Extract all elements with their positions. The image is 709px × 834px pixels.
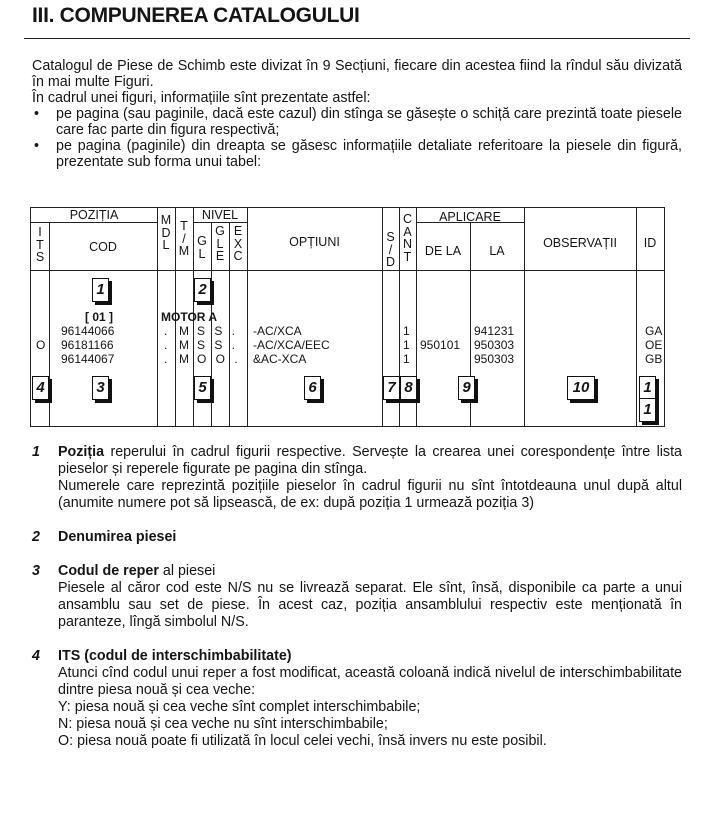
row-mdl: . — [164, 338, 168, 352]
row-tm: M — [179, 352, 189, 366]
row-la: 941231 — [474, 324, 515, 338]
header-pozitia: POZIȚIA — [69, 208, 119, 222]
header-letter: C — [402, 212, 413, 226]
header-aplicare: APLICARE — [439, 210, 501, 224]
row-tm: M — [179, 324, 189, 338]
header-id: ID — [643, 236, 657, 250]
page-title: III. COMPUNEREA CATALOGULUI — [32, 4, 360, 27]
header-letter: S — [35, 250, 45, 264]
row-mdl: . — [164, 352, 168, 366]
note-heading — [58, 444, 682, 478]
header-observatii: OBSERVAȚII — [543, 236, 617, 250]
header-tm — [175, 220, 193, 258]
header-letter: L — [198, 246, 206, 261]
note-list-item: O: piesa nouă poate fi utilizată în locul celei vechi, însă invers nu este posibil. — [58, 733, 547, 749]
header-its — [31, 226, 49, 264]
header-letter: M — [178, 244, 190, 258]
header-letter: M — [160, 213, 172, 227]
header-gle — [211, 225, 229, 263]
header-letter: / — [388, 242, 393, 257]
header-letter: S — [386, 230, 395, 244]
header-nivel: NIVEL — [201, 208, 239, 222]
header-letter: D — [385, 255, 396, 269]
marker-1: 1 — [92, 278, 109, 302]
note-heading — [58, 529, 682, 546]
note-title-rest: al piesei — [158, 563, 216, 579]
row-tm: M — [179, 338, 189, 352]
header-letter: G — [197, 234, 207, 248]
header-letter: T — [36, 237, 44, 252]
note-heading — [58, 563, 682, 580]
intro-paragraph-2: În cadrul unei figuri, informațiile sînt prezentate astfel: — [32, 90, 371, 106]
note-number: 3 — [32, 563, 40, 579]
intro-paragraph: Catalogul de Piese de Schimb este divizat în 9 Secțiuni, fiecare din acestea fiind la rîndul său divizată în mai multe Figuri. — [32, 58, 682, 90]
note-item — [32, 563, 682, 631]
header-letter: D — [161, 225, 171, 240]
row-optiuni: -AC/XCA/EEC — [253, 338, 330, 352]
marker-11b: 1 — [639, 398, 656, 422]
intro-bullet — [32, 106, 682, 138]
row-its: O — [36, 338, 46, 352]
note-body: Numerele care reprezintă pozițiile pieselor în cadrul figurii nu sînt întotdeauna unul după altul (anumite numere pot să lipsească, de ex: după poziția 1 urmează poziția 3) — [58, 478, 682, 511]
row-la: 950303 — [474, 352, 515, 366]
group-name: MOTOR A — [161, 310, 217, 324]
marker-11a: 1 — [639, 376, 656, 400]
marker-3: 3 — [92, 376, 109, 400]
notes-section — [32, 444, 682, 767]
title-rule — [24, 38, 690, 39]
note-list-item: Y: piesa nouă și cea veche sînt complet interschimbabile; — [58, 699, 421, 715]
row-de-la: 950101 — [420, 338, 461, 352]
header-cant — [399, 213, 416, 263]
header-letter: T — [180, 219, 188, 233]
row-nivel: O O . — [197, 352, 241, 366]
marker-5: 5 — [194, 376, 211, 400]
row-optiuni: -AC/XCA — [253, 324, 302, 338]
marker-6: 6 — [304, 376, 321, 400]
note-body: Piesele al căror cod este N/S nu se livrează separat. Ele sînt, însă, disponibile ca parte a unui ansamblu sau set de piese. În acest caz, poziția ansamblului respectiv este menționată în paranteze, lîngă simbolul N/S. — [58, 580, 682, 630]
row-cod: 96181166 — [61, 338, 114, 352]
note-title: Poziția — [58, 444, 105, 460]
intro-section — [32, 58, 682, 170]
header-letter: I — [38, 225, 42, 239]
header-gl — [193, 235, 211, 260]
note-title: ITS (codul de interschimbabilitate) — [58, 648, 292, 664]
bullet-dot: • — [34, 138, 40, 154]
row-cant: 1 — [403, 324, 410, 338]
catalogue-table — [30, 207, 665, 427]
header-letter: N — [402, 237, 413, 251]
bullet-text: pe pagina (sau paginile, dacă este cazul) din stînga se găsește o schiță care prezintă toate piesele care fac parte din figura respectivă; — [56, 106, 682, 138]
note-title-rest: reperului în cadrul figurii respective. Servește la crearea unei corespondențe între lista pieselor și reperele figurate pe pagina din stînga. — [58, 444, 682, 477]
note-body: Atunci cînd codul unui reper a fost modificat, această coloană indică nivelul de interschimbabilitate dintre piesa nouă și cea veche: — [58, 665, 682, 698]
bullet-dot: • — [34, 106, 40, 122]
note-list-item: N: piesa nouă și cea veche nu sînt interschimbabile; — [58, 716, 388, 732]
header-letter: X — [233, 236, 243, 251]
note-number: 2 — [32, 529, 40, 545]
marker-4: 4 — [32, 376, 49, 400]
row-id: GA — [645, 324, 663, 338]
marker-2: 2 — [194, 278, 211, 302]
header-mdl — [157, 214, 175, 252]
header-letter: L — [216, 236, 224, 251]
intro-bullet — [32, 138, 682, 170]
note-number: 1 — [32, 444, 40, 460]
header-optiuni: OPȚIUNI — [289, 235, 340, 249]
group-code: [ 01 ] — [85, 310, 114, 324]
row-mdl: . — [164, 324, 168, 338]
header-sd — [382, 231, 399, 269]
bullet-text: pe pagina (paginile) din dreapta se găsesc informațiile detaliate referitoare la piesele din figură, prezentate sub forma unui tabel: — [56, 138, 682, 170]
row-cant: 1 — [403, 338, 410, 352]
row-nivel: S S . — [197, 338, 239, 352]
header-letter: E — [233, 224, 243, 238]
header-cod: COD — [89, 240, 117, 254]
marker-7: 7 — [383, 376, 400, 400]
header-de-la: DE LA — [424, 244, 462, 258]
note-heading — [58, 648, 682, 665]
marker-10: 10 — [567, 376, 595, 400]
note-title: Codul de reper — [58, 563, 159, 579]
row-id: GB — [645, 352, 663, 366]
header-letter: A — [403, 224, 412, 239]
row-cod: 96144066 — [61, 324, 115, 338]
header-letter: T — [403, 249, 412, 264]
header-letter: G — [215, 224, 225, 238]
header-letter: / — [182, 231, 186, 246]
header-rule — [193, 222, 247, 223]
note-item — [32, 529, 682, 546]
row-cant: 1 — [403, 352, 410, 366]
row-id: OE — [645, 338, 663, 352]
header-la: LA — [489, 244, 505, 258]
header-letter: E — [215, 249, 225, 263]
marker-9: 9 — [458, 376, 475, 400]
row-la: 950303 — [474, 338, 515, 352]
header-bottom-rule — [31, 270, 664, 271]
header-exc — [229, 225, 247, 263]
row-nivel: S S . — [197, 324, 239, 338]
header-letter: C — [233, 249, 243, 263]
note-title: Denumirea piesei — [58, 529, 177, 545]
row-cod: 96144067 — [61, 352, 115, 366]
marker-8: 8 — [400, 376, 417, 400]
note-number: 4 — [32, 648, 40, 664]
row-optiuni: &AC-XCA — [253, 352, 307, 366]
header-letter: L — [162, 238, 170, 252]
note-item — [32, 444, 682, 512]
note-item — [32, 648, 682, 750]
